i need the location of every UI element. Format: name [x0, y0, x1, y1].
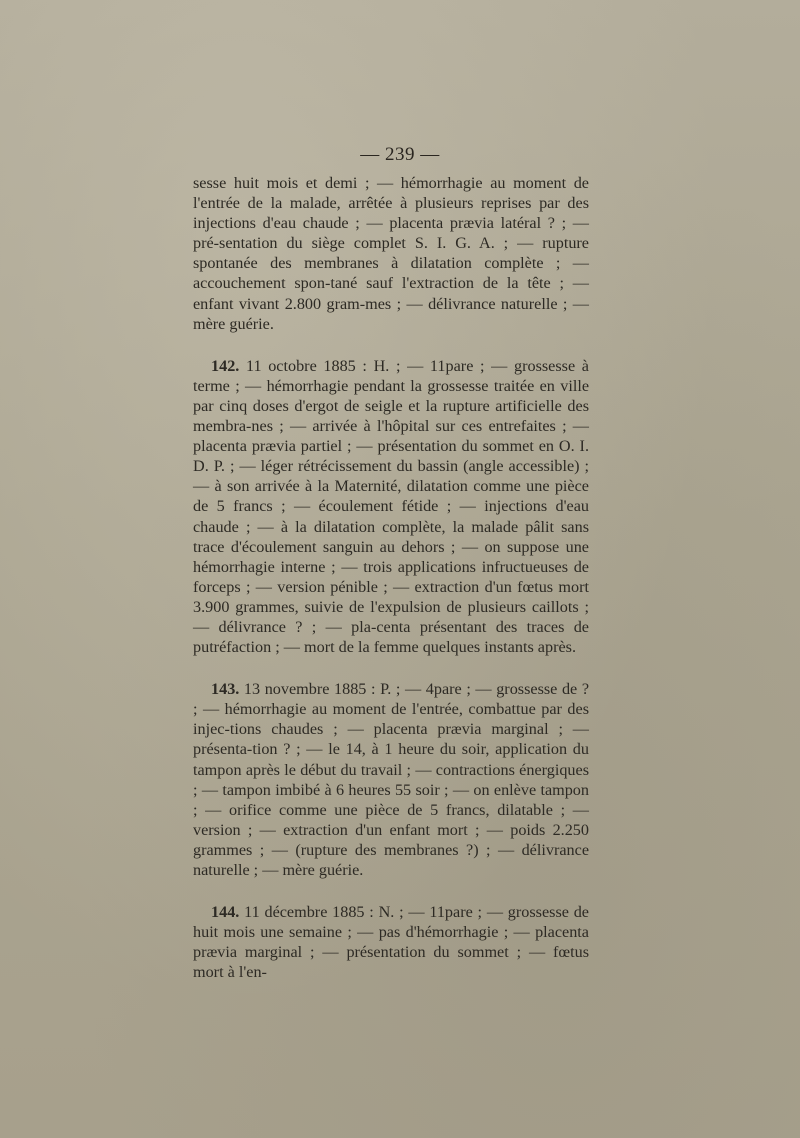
paragraph-text: 11 décembre 1885 : N. ; — 11pare ; — grossesse de huit mois une semaine ; — pas d'hémorrhagie ; — placenta prævia marginal ; — présentation du sommet ; — fœtus mort à l'en- [193, 903, 589, 982]
paragraph-text: sesse huit mois et demi ; — hémorrhagie au moment de l'entrée de la malade, arrêtée à plusieurs reprises par des injections d'eau chaude ; — placenta prævia latéral ? ; — pré-sentation du siège complet S. I. G. A. ; — rupture spontanée des membranes à dilatation complète ; — accouchement spon-tané sauf l'extraction de la tête ; — enfant vivant 2.800 gram-mes ; — délivrance naturelle ; — mère guérie. [193, 174, 589, 333]
paragraph-text: 11 octobre 1885 : H. ; — 11pare ; — grossesse à terme ; — hémorrhagie pendant la grossesse traitée en ville par cinq doses d'ergot de seigle et la rupture artificielle des membra-nes ; — arrivée à l'hôpital sur ces entrefaites ; — placenta prævia partiel ; — présentation du sommet en O. I. D. P. ; — léger rétrécissement du bassin (angle accessible) ; — à son arrivée à la Maternité, dilatation comme une pièce de 5 francs ; — écoulement fétide ; — injections d'eau chaude ; — à la dilatation complète, la malade pâlit sans trace d'écoulement sanguin au dehors ; — on suppose une hémorrhagie interne ; — trois applications infructueuses de forceps ; — version pénible ; — extraction d'un fœtus mort 3.900 grammes, suivie de l'expulsion de plusieurs caillots ; — délivrance ? ; — pla-centa présentant des traces de putréfaction ; — mort de la femme quelques instants après. [193, 356, 589, 657]
observation-143 [193, 679, 589, 880]
page-number: — 239 — [360, 144, 440, 165]
observation-number: 143. [211, 680, 240, 699]
paragraph-text: 13 novembre 1885 : P. ; — 4pare ; — grossesse de ? ; — hémorrhagie au moment de l'entrée, combattue par des injec-tions chaudes ; — placenta prævia marginal ; — présenta-tion ? ; — le 14, à 1 heure du soir, application du tampon après le début du travail ; — contractions énergiques ; — tampon imbibé à 6 heures 55 soir ; — on enlève tampon ; — orifice comme une pièce de 5 francs, dilatable ; — version ; — extraction d'un enfant mort ; — poids 2.250 grammes ; — (rupture des membranes ?) ; — délivrance naturelle ; — mère guérie. [193, 680, 589, 879]
paragraph-continuation [193, 173, 589, 334]
observation-144 [193, 902, 589, 982]
observation-number: 144. [211, 903, 240, 922]
observation-number: 142. [211, 356, 240, 375]
body-text [193, 173, 589, 982]
observation-142 [193, 356, 589, 657]
